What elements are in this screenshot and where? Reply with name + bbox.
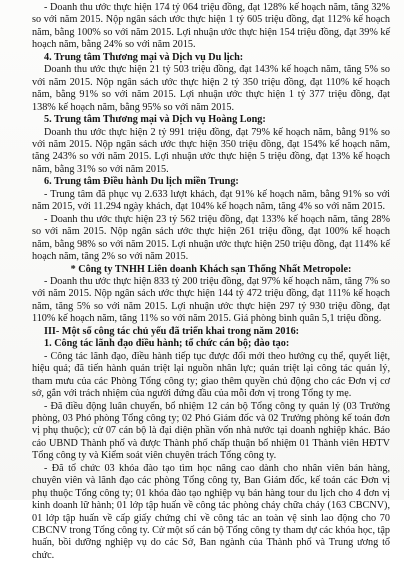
heading-trung-tam-mien-trung: 6. Trung tâm Điều hành Du lịch miền Trung: [44, 176, 239, 188]
paragraph-lanh-dao-dieu-hanh: - Công tác lãnh đạo, điều hành tiếp tục được đổi mới theo hướng cụ thể, quyết liệt, hiệu quả; đã tiến hành quán triệt lại nguồn nhân lực; quán triệt lại công tác quản lý, tham mưu của các Phòng Tổng công ty; giao thêm quyền chủ động cho các Đơn vị cơ sở, gắn với trách nhiệm của người đứng đầu của mỗi đơn vị trong Tổng ty mẹ. [32, 350, 390, 400]
paragraph-mien-trung-khach: - Trung tâm đã phục vụ 2.633 lượt khách, đạt 91% kế hoạch năm, bằng 91% so với năm 2015, với 11.294 ngày khách, đạt 104% kế hoạch năm, tăng 4% so với năm 2015. [32, 188, 390, 213]
heading-section-iii: III- Một số công tác chủ yếu đã triển khai trong năm 2016: [44, 325, 300, 337]
paragraph-trung-tam-hoang-long: Doanh thu ước thực hiện 2 tỷ 991 triệu đồng, đạt 79% kế hoạch năm, bằng 91% so với năm 2015. Nộp ngân sách ước thực hiện 350 triệu đồng, đạt 154% kế hoạch năm, tăng 243% so với năm 2015. Lợi nhuận ước thực hiện 5 triệu đồng, đạt 13% kế hoạch năm, bằng 31% so với năm 2015. [32, 126, 390, 175]
heading-trung-tam-hoang-long: 5. Trung tâm Thương mại và Dịch vụ Hoàng Long: [44, 114, 266, 126]
heading-metropole: * Công ty TNHH Liên doanh Khách sạn Thống Nhất Metropole: [70, 263, 352, 275]
paragraph-dao-tao: - Đã tổ chức 03 khóa đào tạo tìm học nâng cao dành cho nhân viên bán hàng, chuyên viên và lãnh đạo các phòng Tổng công ty, Ban Giám đốc, kế toán các Đơn vị phụ thuộc Tổng công ty; 01 khóa đào tạo nghiệp vụ bán hàng tour du lịch cho 4 đơn vị kinh doanh lữ hành; 01 lớp tập huấn về công tác phòng cháy chữa cháy (163 CBCNV), 01 lớp tập huấn về cấp giấy chứng chỉ về công tác an toàn vệ sinh lao động cho 70 CBCNV trong Tổng công ty. Cử một số cán bộ Tổng công ty tham dự các khóa học, tập huấn, bồi dưỡng nghiệp vụ do các Sở, Ban ngành của Thành phố và Trung ương tổ chức. [32, 462, 390, 561]
paragraph-mien-trung-doanh-thu: - Doanh thu ước thực hiện 23 tỷ 562 triệu đồng, đạt 133% kế hoạch năm, tăng 28% so với năm 2015. Nộp ngân sách ước thực hiện 261 triệu đồng, đạt 100% kế hoạch năm, bằng 98% so với năm 2015. Lợi nhuận ước thực hiện 250 triệu đồng, đạt 114% kế hoạch năm, tăng 2% so với năm 2015. [32, 213, 390, 263]
paragraph-dieu-dong-bo-nhiem: - Đã điều động luân chuyển, bổ nhiệm 12 cán bộ Tổng công ty quản lý (03 Trưởng phòng, 03 Phó phòng Tổng công ty; 02 Phó Giám đốc và 02 Trưởng phòng kế toán đơn vị phụ thuộc); cử 07 cán bộ là đại diện phần vốn nhà nước tại doanh nghiệp khác. Báo cáo UBND Thành phố và được Thành phố chấp thuận bổ nhiệm 01 Thành viên HĐTV Tổng công ty và Kiểm soát viên chuyên trách Tổng công ty. [32, 400, 390, 462]
paragraph-metropole: - Doanh thu ước thực hiện 833 tỷ 200 triệu đồng, đạt 97% kế hoạch năm, tăng 7% so với năm 2015. Nộp ngân sách ước thực hiện 144 tỷ 472 triệu đồng, đạt 111% kế hoạch năm, tăng 5% so với năm 2015. Lợi nhuận ước thực hiện 297 tỷ 930 triệu đồng, đạt 110% kế hoạch năm, tăng 11% so với năm 2015. Giá phòng bình quân 5,1 triệu đồng. [32, 275, 390, 325]
paragraph-trung-tam-thuong-mai-du-lich: Doanh thu ước thực hiện 21 tỷ 503 triệu đồng, đạt 143% kế hoạch năm, tăng 5% so với năm 2015. Nộp ngân sách ước thực hiện 2 tỷ 350 triệu đồng, đạt 110% kế hoạch năm, bằng 91% so với năm 2015. Lợi nhuận ước thực hiện 1 tỷ 377 triệu đồng, đạt 138% kế hoạch năm, bằng 95% so với năm 2015. [32, 64, 390, 113]
paragraph-trung-tam-3-summary: - Doanh thu ước thực hiện 174 tỷ 064 triệu đồng, đạt 128% kế hoạch năm, tăng 32% so với năm 2015. Nộp ngân sách ước thực hiện 1 tỷ 605 triệu đồng, đạt 112% kế hoạch năm, bằng 100% so với năm 2015. Lợi nhuận ước thực hiện 154 triệu đồng, đạt 39% kế hoạch năm, bằng 24% so với năm 2015. [32, 2, 390, 51]
heading-cong-tac-lanh-dao: 1. Công tác lãnh đạo điều hành; tổ chức cán bộ; đào tạo: [44, 338, 290, 350]
heading-trung-tam-thuong-mai-du-lich: 4. Trung tâm Thương mại và Dịch vụ Du lịch: [44, 51, 244, 63]
